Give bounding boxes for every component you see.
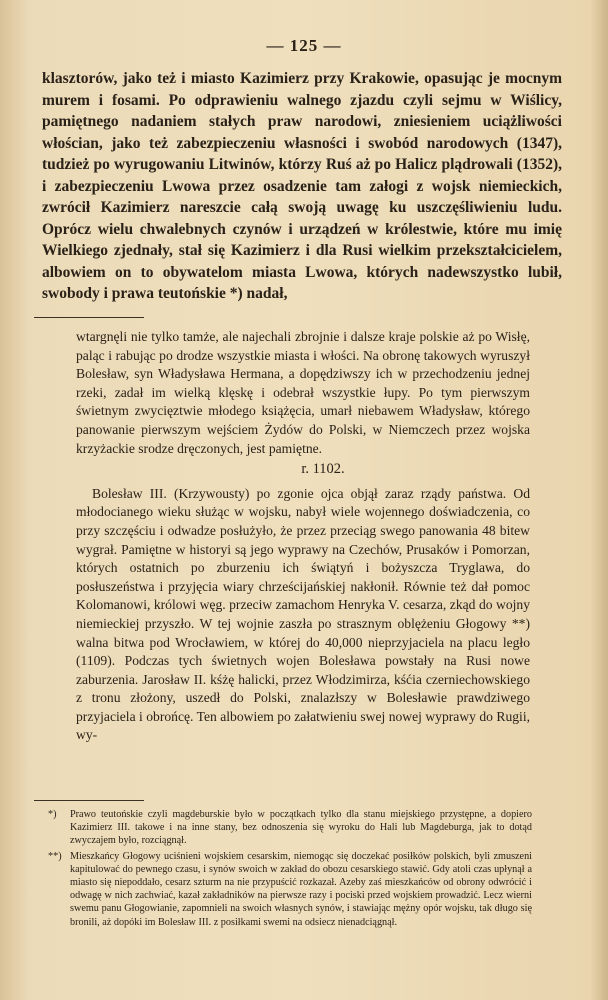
footnotes	[48, 808, 532, 931]
footnote-1	[48, 808, 532, 848]
lead-paragraph: klasztorów, jako też i miasto Kazimierz przy Krakowie, opasując je mocnym murem i fosami. Po odprawieniu walnego zjazdu czyli sejmu w Wiślicy, pamiętnego nadaniem stałych praw narodowi, zniesieniem uciążliwości włościan, jako też zabezpieczeniu własności i swobód narodowych (1347), tudzież po wyrugowaniu Litwinów, którzy Ruś aż po Halicz plądrowali (1352), i zabezpieczeniu Lwowa przez osadzenie tam załogi z wojsk niemieckich, zwrócił Kazimierz nareszcie całą swoją uwagę ku uszczęśliwieniu ludu. Oprócz wielu chwalebnych czynów i urządzeń w królestwie, które mu imię Wielkiego zjednały, stał się Kazimierz i dla Rusi wielkim przekształcicielem, albowiem on to obywatelom miasta Lwowa, których nadewszystko lubił, swobody i prawa teutońskie *) nadał,	[42, 70, 562, 302]
main-paragraph-2: Bolesław III. (Krzywousty) po zgonie ojca objął zaraz rządy państwa. Od młodocianego wieku służąc w wojsku, nabył wiele wojennego doświadczenia, co przy szczęściu i odwadze posłużyło, że przez przeciąg swego panowania 48 bitew wygrał. Pamiętne w historyi są jego wyprawy na Czechów, Prusaków i Pomorzan, których ostatnich po zburzeniu ich świątyń i bożyszcza Tryglawa, do posłuszeństwa i przyjęcia wiary chrześcijańskiej nakłonił. Równie też dał pomoc Kolomanowi, królowi węg. przeciw zamachom Henryka V. cesarza, zkąd do wojny niemieckiej przyszło. W tej wojnie zaszła po strasznym oblężeniu Głogowy **) walna bitwa pod Wrocławiem, w której do 40,000 nieprzyjaciela na placu legło (1109). Podczas tych świetnych wojen Bolesława powstały na Rusi nowe zaburzenia. Jarosław II. kśżę halicki, przez Włodzimirza, kśćia czerniechowskiego z tronu złożony, uszedł do Polski, znalazłszy w Bolesławie prawdziwego przyjaciela i obrońcę. Ten albowiem po załatwieniu swej nowej wyprawy do Rugii, wy-	[76, 485, 530, 743]
year-heading: r. 1102.	[301, 461, 345, 478]
footnote-text: Mieszkańcy Głogowy uciśnieni wojskiem cesarskim, niemogąc się doczekać posiłków polskich, byli zmuszeni kapitulować do pewnego czasu, i synów swoich w zakład do obozu cesarskiego stawić. Gdy atoli czas upłynął a miasto się niepoddało, cesarz szturm na nie przypuścić rozkazał. Azeby zaś mieszkańców od obrony odwrócić i odwagę w nich zachwiać, kazał zakładników na pierwsze razy i pociski przed wojskiem prowadzić. Lecz wierni swemu panu Głogowianie, zapomnieli na swoich własnych synów, i stawiając mężny opór wojsku, tak długo się bronili, aż dopóki im Bolesław III. z posiłkami swemi na odsiecz nienadciągnął.	[70, 850, 532, 928]
footnote-mark: **)	[48, 850, 62, 862]
footnote-rule	[34, 800, 144, 801]
footnote-mark: *)	[48, 809, 57, 820]
page-number: — 125 —	[266, 36, 342, 55]
footnote-2	[48, 850, 532, 929]
section-rule	[34, 317, 144, 318]
main-text-block	[76, 328, 530, 745]
main-paragraph-1: wtargnęli nie tylko tamże, ale najechali zbrojnie i dalsze kraje polskie aż po Wisłę, paląc i rabując po drodze wszystkie miasta i włości. Na obronę takowych wyruszył Bolesław, syn Władysława Hermana, a dopędziwszy ich w przechodzeniu jednej rzeki, zadał im wielką klęskę i odebrał wszystkie łupy. Po tym pierwszym świetnym zwycięztwie młodego książęcia, umarł niebawem Władysław, którego panowanie pierwszym wejściem Żydów do Polski, w Niemczech przez wojska krzyżackie srodze dręczonych, jest pamiętne.	[76, 329, 530, 456]
footnote-text: Prawo teutońskie czyli magdeburskie było w początkach tylko dla stanu miejskiego przystępne, a dopiero Kazimierz III. takowe i na inne stany, bez odnoszenia się wyroku do Hali lub Magdeburga, jak to dotąd zwyczajem było, rozciągnął.	[70, 809, 532, 847]
